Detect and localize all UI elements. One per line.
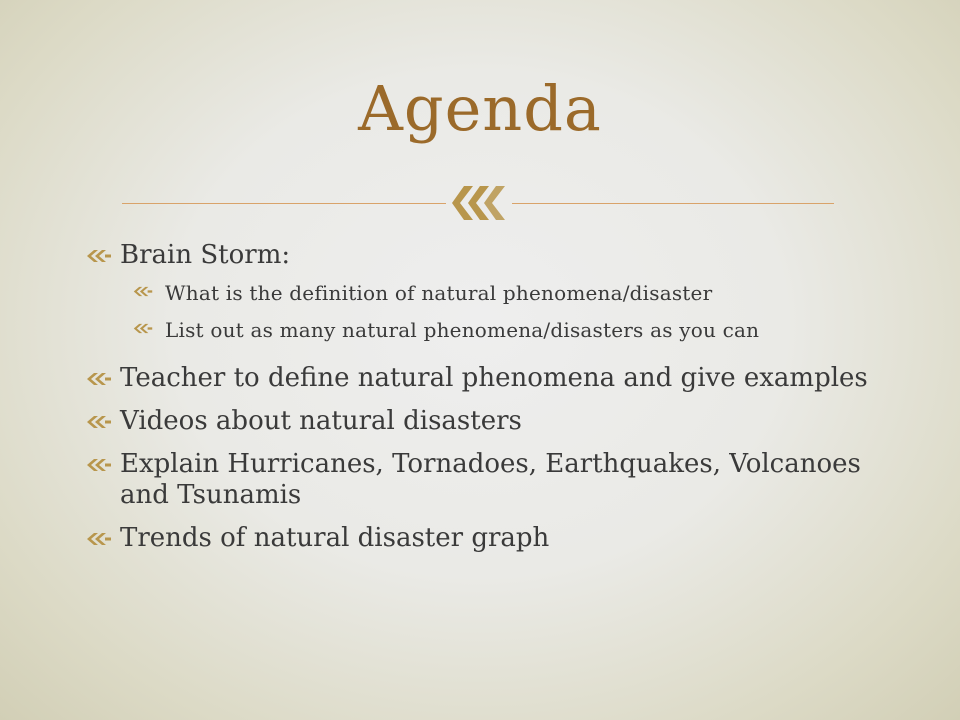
title-rule-right [512, 203, 834, 204]
title-rule-left [122, 203, 446, 204]
double-arrow-bullet-icon [133, 323, 153, 334]
agenda-item-videos [86, 406, 886, 437]
agenda-list [86, 240, 886, 566]
agenda-subitem-label: What is the definition of natural phenomena/disaster [165, 281, 713, 305]
agenda-subitem [133, 279, 886, 308]
agenda-item-trends [86, 523, 886, 554]
slide-title: Agenda [358, 72, 602, 145]
double-arrow-bullet-icon [133, 286, 153, 297]
double-arrow-bullet-icon [86, 458, 112, 472]
agenda-item-label: Explain Hurricanes, Tornadoes, Earthquakes, Volcanoes and Tsunamis [120, 449, 861, 510]
agenda-item-label: Teacher to define natural phenomena and give examples [120, 363, 868, 393]
agenda-item-label: Trends of natural disaster graph [120, 523, 550, 553]
agenda-item-teacher [86, 363, 886, 394]
agenda-item-label: Videos about natural disasters [120, 406, 522, 436]
agenda-subitem-label: List out as many natural phenomena/disasters as you can [165, 318, 760, 342]
double-arrow-bullet-icon [86, 415, 112, 429]
agenda-item-explain [86, 449, 886, 511]
title-ornament-icon [448, 182, 510, 224]
agenda-item-label: Brain Storm: [120, 240, 291, 270]
double-arrow-bullet-icon [86, 249, 112, 263]
double-arrow-bullet-icon [86, 532, 112, 546]
agenda-subitem [133, 316, 886, 345]
agenda-item-brainstorm [86, 240, 886, 271]
double-arrow-bullet-icon [86, 372, 112, 386]
